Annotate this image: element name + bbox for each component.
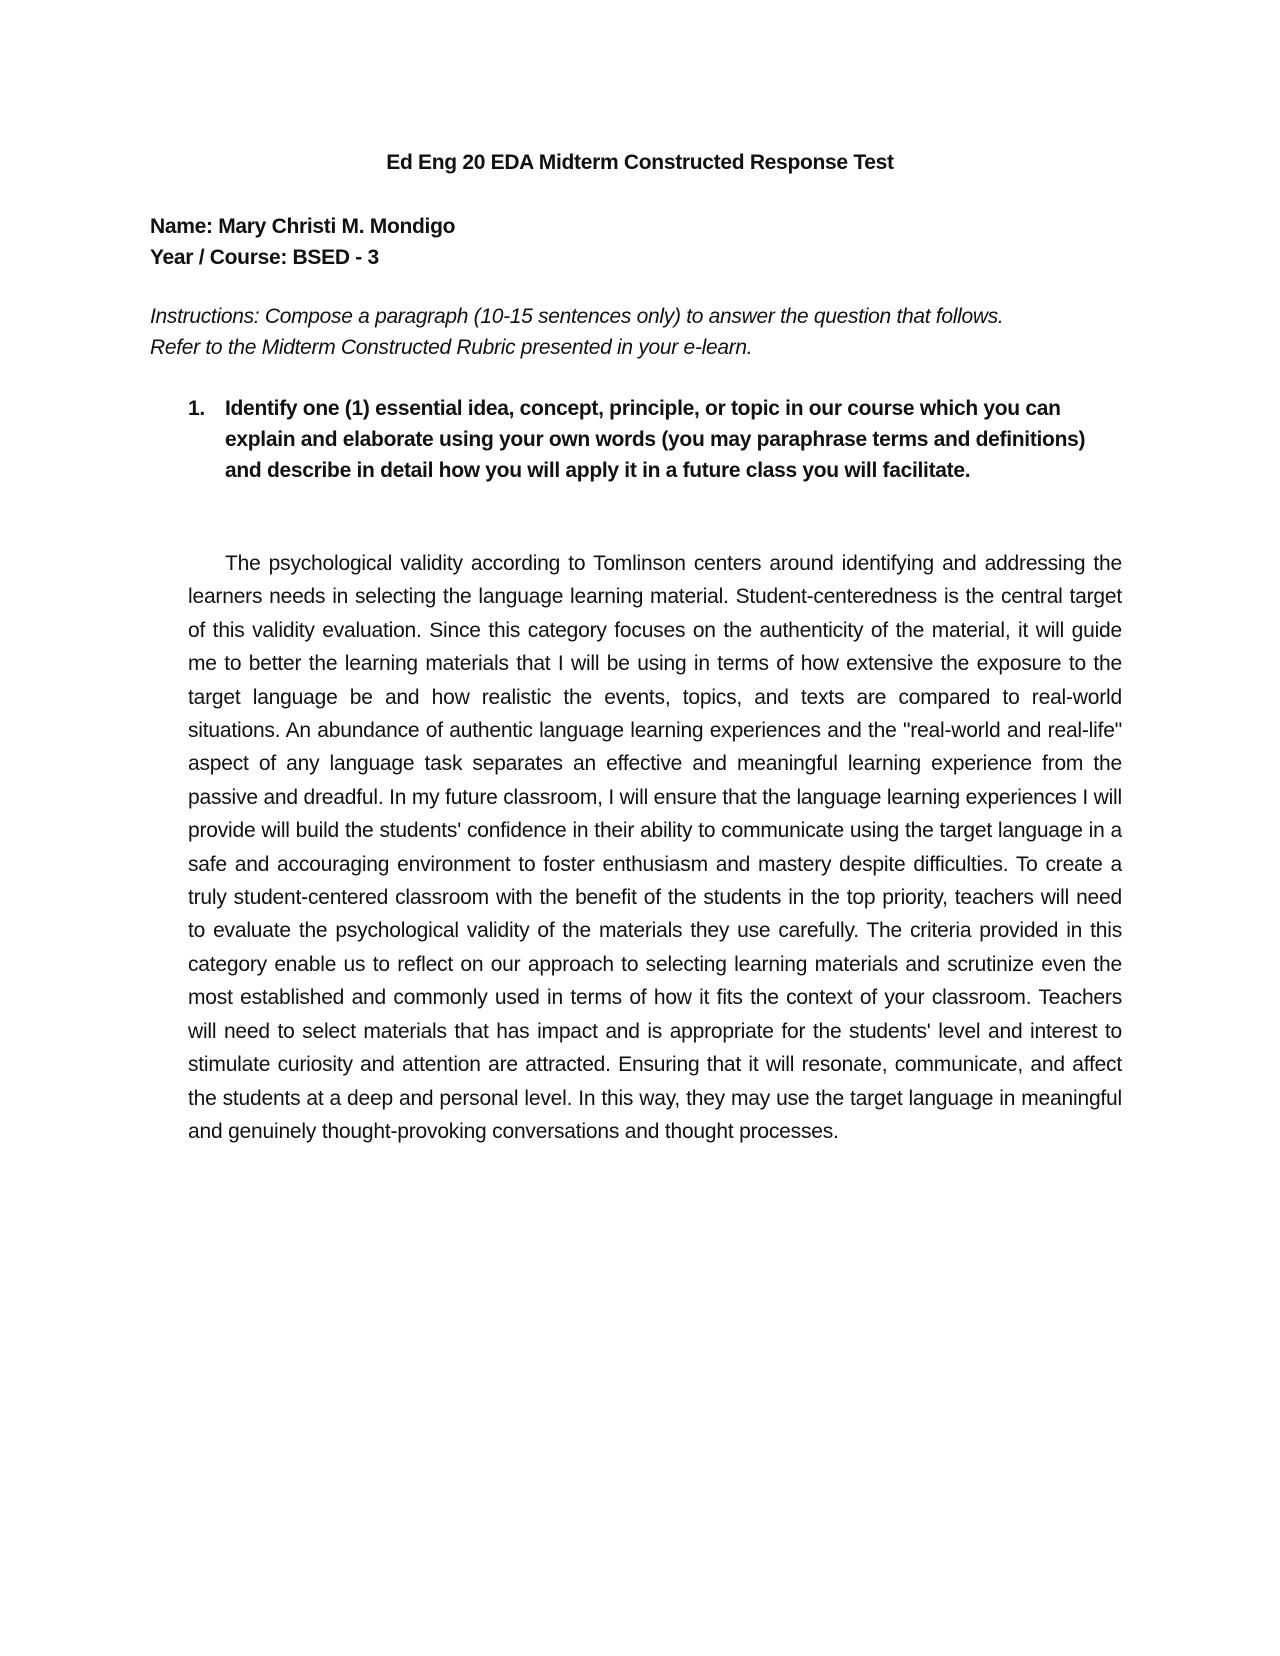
question-text: Identify one (1) essential idea, concept, principle, or topic in our course which you can explain and elaborate using your own words (you may paraphrase terms and definitions) and describe in detail how you will apply it in a future class you will facilitate. [225,397,1086,482]
instructions-line-1: Instructions: Compose a paragraph (10-15 sentences only) to answer the question that follows. [150,305,1004,328]
student-course: Year / Course: BSED - 3 [150,246,379,269]
student-info [150,211,455,273]
student-name: Name: Mary Christi M. Mondigo [150,215,456,238]
instructions [150,301,1150,363]
answer-paragraph: The psychological validity according to Tomlinson centers around identifying and addressing the learners needs in selecting the language learning material. Student-centeredness is the central target of this validity evaluation. Since this category focuses on the authenticity of the material, it will guide me to better the learning materials that I will be using in terms of how extensive the exposure to the target language be and how realistic the events, topics, and texts are compared to real-world situations. An abundance of authentic language learning experiences and the "real-world and real-life" aspect of any language task separates an effective and meaningful learning experience from the passive and dreadful. In my future classroom, I will ensure that the language learning experiences I will provide will build the students' confidence in their ability to communicate using the target language in a safe and accouraging environment to foster enthusiasm and mastery despite difficulties. To create a truly student-centered classroom with the benefit of the students in the top priority, teachers will need to evaluate the psychological validity of the materials they use carefully. The criteria provided in this category enable us to reflect on our approach to selecting learning materials and scrutinize even the most established and commonly used in terms of how it fits the context of your classroom. Teachers will need to select materials that has impact and is appropriate for the students' level and interest to stimulate curiosity and attention are attracted. Ensuring that it will resonate, communicate, and affect the students at a deep and personal level. In this way, they may use the target language in meaningful and genuinely thought-provoking conversations and thought processes. [188,552,1122,1143]
document-title: Ed Eng 20 EDA Midterm Constructed Response Test [386,151,894,174]
instructions-line-2: Refer to the Midterm Constructed Rubric presented in your e-learn. [150,336,753,359]
question-number: 1. [188,397,205,420]
question-item [188,393,1148,486]
